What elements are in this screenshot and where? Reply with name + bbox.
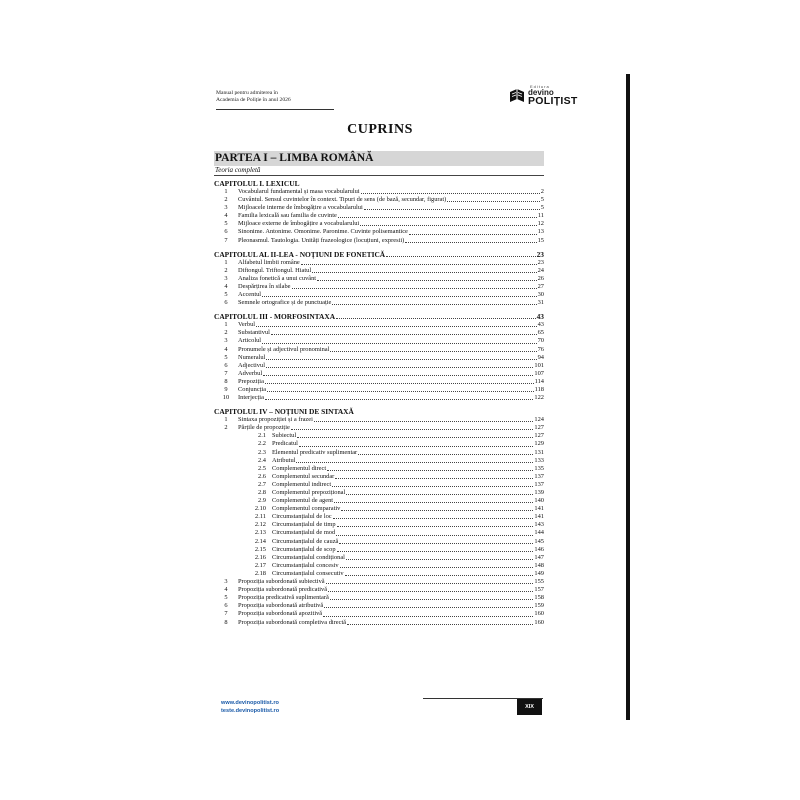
toc-entry[interactable] xyxy=(214,513,544,521)
entry-title: Propoziția subordonată atributivă xyxy=(238,602,324,610)
entry-title: Circumstanțialul consecutiv xyxy=(272,569,344,577)
dot-leader xyxy=(336,318,536,319)
entry-title: Complementul comparativ xyxy=(272,505,341,513)
entry-page: 149 xyxy=(534,569,544,577)
entry-page: 26 xyxy=(537,274,544,282)
entry-page: 146 xyxy=(534,545,544,553)
entry-page: 159 xyxy=(534,602,544,610)
logo-main-text: POLIȚIST xyxy=(528,95,578,107)
toc-entry[interactable] xyxy=(214,594,544,602)
entry-page: 157 xyxy=(534,586,544,594)
toc-entry[interactable] xyxy=(214,538,544,546)
toc-entry[interactable] xyxy=(214,489,544,497)
entry-number: 5 xyxy=(224,353,228,361)
entry-page: 65 xyxy=(537,329,544,337)
toc-entry[interactable] xyxy=(214,457,544,465)
toc-entry[interactable] xyxy=(214,424,544,432)
entry-title: Sinonime. Antonime. Omonime. Paronime. Cuvinte polisemantice xyxy=(238,228,408,236)
dot-leader xyxy=(314,421,534,422)
entry-title: Despărțirea în silabe xyxy=(238,282,291,290)
toc-entry[interactable] xyxy=(214,602,544,610)
toc-entry[interactable] xyxy=(214,196,544,204)
entry-title: Circumstanțialul concesiv xyxy=(272,561,339,569)
entry-page: 23 xyxy=(537,258,544,266)
dot-leader xyxy=(346,559,533,560)
dot-leader xyxy=(263,375,533,376)
entry-title: Atributul xyxy=(272,456,296,464)
entry-number: 4 xyxy=(224,212,228,220)
dot-leader xyxy=(332,486,533,487)
entry-number: 1 xyxy=(224,321,228,329)
entry-page: 147 xyxy=(534,553,544,561)
entry-number: 2.9 xyxy=(258,497,266,505)
toc-entry[interactable] xyxy=(214,449,544,457)
entry-title: Complementul prepozițional xyxy=(272,489,346,496)
entry-page: 12 xyxy=(537,220,544,228)
entry-title: Pleonasmul. Tautologia. Unități frazeologice (locuțiuni, expresii) xyxy=(238,236,405,244)
chapter-title: CAPITOLUL I. LEXICUL xyxy=(214,179,300,188)
chapter-page: 43 xyxy=(536,312,544,322)
dot-leader xyxy=(324,607,533,608)
entry-number: 5 xyxy=(224,291,228,299)
entry-page: 137 xyxy=(534,480,544,488)
entry-page: 124 xyxy=(534,416,544,424)
entry-page: 127 xyxy=(534,424,544,432)
header-line-2: Academia de Poliție în anul 2026 xyxy=(216,97,291,103)
entry-page: 15 xyxy=(537,236,544,244)
toc-entry[interactable] xyxy=(214,473,544,481)
header-rule xyxy=(216,109,334,110)
toc-entry[interactable] xyxy=(214,570,544,578)
dot-leader xyxy=(265,399,534,400)
entry-number: 2.16 xyxy=(254,553,266,561)
toc-entry[interactable] xyxy=(214,554,544,562)
entry-title: Complementul indirect xyxy=(272,480,332,488)
entry-number: 2.11 xyxy=(255,513,266,521)
dot-leader xyxy=(358,454,533,455)
toc-entry[interactable] xyxy=(214,267,544,275)
toc-entry[interactable] xyxy=(214,481,544,489)
entry-title: Mijloacele interne de îmbogățire a vocabularului xyxy=(238,204,363,212)
dot-leader xyxy=(312,272,536,273)
dot-leader xyxy=(292,288,537,289)
entry-page: 122 xyxy=(534,394,544,402)
toc-entry[interactable] xyxy=(214,237,544,245)
website-link[interactable]: www.devinopolitist.ro xyxy=(221,700,279,706)
entry-number: 1 xyxy=(224,416,228,424)
toc-entry[interactable] xyxy=(214,321,544,329)
toc-entry[interactable] xyxy=(214,362,544,370)
book-logo-icon xyxy=(508,88,526,106)
entry-title: Analiza fonetică a unui cuvânt xyxy=(238,274,317,282)
chapter-heading xyxy=(214,407,544,416)
dot-leader xyxy=(386,256,535,257)
entry-title: Circumstanțialul de timp xyxy=(272,521,336,529)
toc-entry[interactable] xyxy=(214,465,544,473)
entry-page: 5 xyxy=(540,204,544,212)
dot-leader xyxy=(340,567,534,568)
entry-number: 10 xyxy=(222,394,230,402)
entry-page: 2 xyxy=(540,188,544,195)
entry-title: Alfabetul limbii române xyxy=(238,258,300,266)
entry-page: 129 xyxy=(534,440,544,448)
entry-page: 139 xyxy=(534,489,544,496)
entry-page: 107 xyxy=(534,369,544,377)
toc-entry[interactable] xyxy=(214,283,544,291)
entry-title: Familia lexicală sau familia de cuvinte xyxy=(238,212,337,220)
entry-number: 2.3 xyxy=(258,448,266,456)
dot-leader xyxy=(271,334,537,335)
entry-page: 94 xyxy=(537,353,544,361)
entry-title: Circumstanțialul de loc xyxy=(272,513,332,521)
toc-entry[interactable] xyxy=(214,220,544,228)
dot-leader xyxy=(337,526,534,527)
table-of-contents xyxy=(214,151,544,627)
entry-title: Adverbul xyxy=(238,369,263,377)
entry-number: 8 xyxy=(224,377,228,385)
toc-entry[interactable] xyxy=(214,529,544,537)
entry-number: 4 xyxy=(224,282,228,290)
entry-title: Prepoziția xyxy=(238,377,264,385)
logo-small-text: Editura xyxy=(530,84,550,89)
dot-leader xyxy=(335,478,533,479)
entry-number: 2 xyxy=(224,424,228,432)
entry-number: 2.13 xyxy=(254,529,266,537)
entry-number: 2 xyxy=(224,266,228,274)
entry-number: 8 xyxy=(224,618,228,626)
entry-page: 76 xyxy=(537,345,544,353)
entry-title: Adjectivul xyxy=(238,361,265,369)
page-title: CUPRINS xyxy=(347,122,413,137)
page-edge-bar xyxy=(626,74,630,720)
toc-entry[interactable] xyxy=(214,346,544,354)
entry-number: 9 xyxy=(224,385,228,393)
dot-leader xyxy=(334,502,533,503)
entry-title: Substantivul xyxy=(238,329,270,337)
entry-title: Predicatul xyxy=(272,440,298,448)
toc-entry[interactable] xyxy=(214,562,544,570)
entry-page: 148 xyxy=(534,561,544,569)
entry-number: 2.5 xyxy=(258,464,266,472)
dot-leader xyxy=(299,446,533,447)
entry-page: 127 xyxy=(534,432,544,440)
entry-title: Semnele ortografice și de punctuație xyxy=(238,299,332,307)
dot-leader xyxy=(291,429,534,430)
dot-leader xyxy=(332,304,536,305)
entry-number: 3 xyxy=(224,274,228,282)
entry-number: 2.15 xyxy=(254,545,266,553)
entry-title: Conjuncția xyxy=(238,385,267,393)
toc-entry[interactable] xyxy=(214,416,544,424)
dot-leader xyxy=(317,280,537,281)
entry-number: 6 xyxy=(224,228,228,236)
dot-leader xyxy=(330,599,534,600)
entry-number: 5 xyxy=(224,220,228,228)
part-subtitle: Teoria completă xyxy=(214,166,544,176)
dot-leader xyxy=(297,437,533,438)
entry-title: Propoziția predicativă suplimentară xyxy=(238,594,329,602)
entry-number: 4 xyxy=(224,586,228,594)
entry-page: 158 xyxy=(534,594,544,602)
toc-entry[interactable] xyxy=(214,188,544,196)
entry-title: Cuvântul. Sensul cuvintelor în context. Tipuri de sens (de bază, secundar, figurat) xyxy=(238,196,447,204)
chapter-title: CAPITOLUL III - MORFOSINTAXA xyxy=(214,312,336,322)
entry-number: 2.18 xyxy=(254,569,266,577)
entry-page: 70 xyxy=(537,337,544,345)
dot-leader xyxy=(327,470,533,471)
entry-page: 140 xyxy=(534,497,544,505)
entry-page: 143 xyxy=(534,521,544,529)
entry-number: 2.1 xyxy=(258,432,266,440)
entry-title: Circumstanțialul condițional xyxy=(272,553,345,561)
entry-page: 11 xyxy=(537,212,544,220)
logo-top-text: devino xyxy=(528,88,554,97)
dot-leader xyxy=(326,583,534,584)
entry-title: Propoziția subordonată predicativă xyxy=(238,586,328,594)
dot-leader xyxy=(296,462,533,463)
entry-page: 101 xyxy=(534,361,544,369)
toc-entry[interactable] xyxy=(214,497,544,505)
tests-link[interactable]: teste.devinopolitist.ro xyxy=(221,707,280,714)
toc-entry[interactable] xyxy=(214,204,544,212)
footer-links xyxy=(221,700,279,715)
toc-entry[interactable] xyxy=(214,610,544,618)
entry-number: 2.17 xyxy=(254,561,266,569)
publisher-logo xyxy=(508,84,588,110)
entry-page: 160 xyxy=(534,618,544,626)
dot-leader xyxy=(301,264,537,265)
entry-title: Articolul xyxy=(238,337,262,345)
toc-entry[interactable] xyxy=(214,440,544,448)
dot-leader xyxy=(338,217,537,218)
entry-title: Interjecția xyxy=(238,394,264,402)
entry-number: 6 xyxy=(224,361,228,369)
entry-title: Sintaxa propoziției și a frazei xyxy=(238,416,313,424)
entry-number: 2.8 xyxy=(258,489,266,496)
entry-number: 3 xyxy=(224,204,228,212)
toc-entry[interactable] xyxy=(214,228,544,236)
entry-number: 3 xyxy=(224,578,228,586)
toc-entry[interactable] xyxy=(214,619,544,627)
toc-entry[interactable] xyxy=(214,578,544,586)
entry-number: 7 xyxy=(224,610,228,618)
chapter-page: 23 xyxy=(536,249,544,259)
toc-entry[interactable] xyxy=(214,386,544,394)
entry-title: Subiectul xyxy=(272,432,297,440)
entry-number: 6 xyxy=(224,299,228,307)
entry-number: 7 xyxy=(224,369,228,377)
toc-entry[interactable] xyxy=(214,370,544,378)
dot-leader xyxy=(339,543,533,544)
entry-title: Circumstanțialul de scop xyxy=(272,545,336,553)
entry-number: 2.7 xyxy=(258,480,266,488)
dot-leader xyxy=(405,242,536,243)
entry-number: 2.2 xyxy=(258,440,266,448)
toc-entry[interactable] xyxy=(214,378,544,386)
dot-leader xyxy=(447,201,540,202)
running-header xyxy=(216,90,291,104)
chapter-title: CAPITOLUL AL II-LEA - NOȚIUNI DE FONETICĂ xyxy=(214,249,386,259)
dot-leader xyxy=(341,510,533,511)
toc-entry[interactable] xyxy=(214,432,544,440)
entry-page: 27 xyxy=(537,282,544,290)
dot-leader xyxy=(262,296,537,297)
dot-leader xyxy=(345,575,534,576)
entry-number: 2.4 xyxy=(258,456,266,464)
entry-title: Verbul xyxy=(238,321,256,329)
dot-leader xyxy=(360,225,536,226)
header-line-1: Manual pentru admiterea în xyxy=(216,90,278,96)
entry-page: 118 xyxy=(534,385,544,393)
toc-entry[interactable] xyxy=(214,546,544,554)
dot-leader xyxy=(262,343,537,344)
entry-number: 1 xyxy=(224,258,228,266)
dot-leader xyxy=(337,551,534,552)
chapter-heading xyxy=(214,250,544,259)
dot-leader xyxy=(330,351,536,352)
entry-number: 2 xyxy=(224,196,228,204)
entry-page: 30 xyxy=(537,291,544,299)
toc-entry[interactable] xyxy=(214,212,544,220)
entry-title: Propoziția subordonată completiva directă xyxy=(238,618,347,626)
dot-leader xyxy=(323,616,533,617)
dot-leader xyxy=(266,367,533,368)
entry-number: 1 xyxy=(224,188,228,195)
entry-page: 145 xyxy=(534,537,544,545)
toc-entry[interactable] xyxy=(214,505,544,513)
entry-title: Vocabularul fundamental și masa vocabularului xyxy=(238,188,360,195)
entry-title: Mijloace externe de îmbogățire a vocabularului xyxy=(238,220,360,228)
toc-entry[interactable] xyxy=(214,259,544,267)
chapter-heading xyxy=(214,179,544,188)
entry-page: 5 xyxy=(540,196,544,204)
entry-title: Circumstanțialul de cauză xyxy=(272,537,339,545)
entry-title: Complementul de agent xyxy=(272,497,334,505)
entry-title: Pronumele și adjectivul pronominal xyxy=(238,345,330,353)
entry-page: 133 xyxy=(534,456,544,464)
entry-page: 160 xyxy=(534,610,544,618)
part-title: PARTEA I – LIMBA ROMÂNĂ xyxy=(214,151,544,166)
entry-page: 43 xyxy=(537,321,544,329)
entry-page: 141 xyxy=(534,513,544,521)
entry-page: 131 xyxy=(534,448,544,456)
toc-entry[interactable] xyxy=(214,291,544,299)
entry-page: 13 xyxy=(537,228,544,236)
entry-number: 2.14 xyxy=(254,537,266,545)
dot-leader xyxy=(409,234,537,235)
entry-number: 2 xyxy=(224,329,228,337)
dot-leader xyxy=(333,518,534,519)
toc-entry[interactable] xyxy=(214,337,544,345)
entry-page: 137 xyxy=(534,472,544,480)
dot-leader xyxy=(347,624,533,625)
chapter-title: CAPITOLUL IV – NOȚIUNI DE SINTAXĂ xyxy=(214,407,354,417)
entry-title: Diftongul. Triftongul. Hiatul xyxy=(238,266,312,274)
entry-page: 135 xyxy=(534,464,544,472)
toc-entry[interactable] xyxy=(214,586,544,594)
toc-entry[interactable] xyxy=(214,521,544,529)
dot-leader xyxy=(265,383,534,384)
dot-leader xyxy=(364,209,540,210)
entry-title: Circumstanțialul de mod xyxy=(272,529,336,537)
entry-title: Părțile de propoziție xyxy=(238,424,290,432)
dot-leader xyxy=(361,193,540,194)
page-number: XIX xyxy=(517,699,542,715)
entry-number: 3 xyxy=(224,337,228,345)
entry-page: 155 xyxy=(534,578,544,586)
dot-leader xyxy=(328,591,533,592)
toc-entry[interactable] xyxy=(214,299,544,307)
entry-number: 2.10 xyxy=(254,505,266,513)
dot-leader xyxy=(256,326,537,327)
entry-title: Complementul secundar xyxy=(272,472,335,480)
entry-number: 6 xyxy=(224,602,228,610)
dot-leader xyxy=(266,359,536,360)
entry-page: 114 xyxy=(534,377,544,385)
dot-leader xyxy=(267,391,534,392)
entry-title: Complementul direct xyxy=(272,464,327,472)
dot-leader xyxy=(336,535,533,536)
entry-number: 2.12 xyxy=(254,521,266,529)
entry-title: Propoziția subordonată apozitivă xyxy=(238,610,323,618)
entry-page: 144 xyxy=(534,529,544,537)
entry-title: Propoziția subordonată subiectivă xyxy=(238,578,325,586)
entry-number: 2.6 xyxy=(258,472,266,480)
toc-entry[interactable] xyxy=(214,394,544,402)
entry-page: 141 xyxy=(534,505,544,513)
entry-number: 4 xyxy=(224,345,228,353)
chapter-heading xyxy=(214,312,544,321)
entry-page: 24 xyxy=(537,266,544,274)
entry-number: 5 xyxy=(224,594,228,602)
dot-leader xyxy=(346,494,533,495)
toc-entry[interactable] xyxy=(214,329,544,337)
entry-title: Numeralul xyxy=(238,353,266,361)
entry-title: Accentul xyxy=(238,291,262,299)
entry-number: 7 xyxy=(224,236,228,244)
entry-title: Elementul predicativ suplimentar xyxy=(272,448,358,456)
entry-page: 31 xyxy=(537,299,544,307)
toc-entry[interactable] xyxy=(214,354,544,362)
toc-entry[interactable] xyxy=(214,275,544,283)
